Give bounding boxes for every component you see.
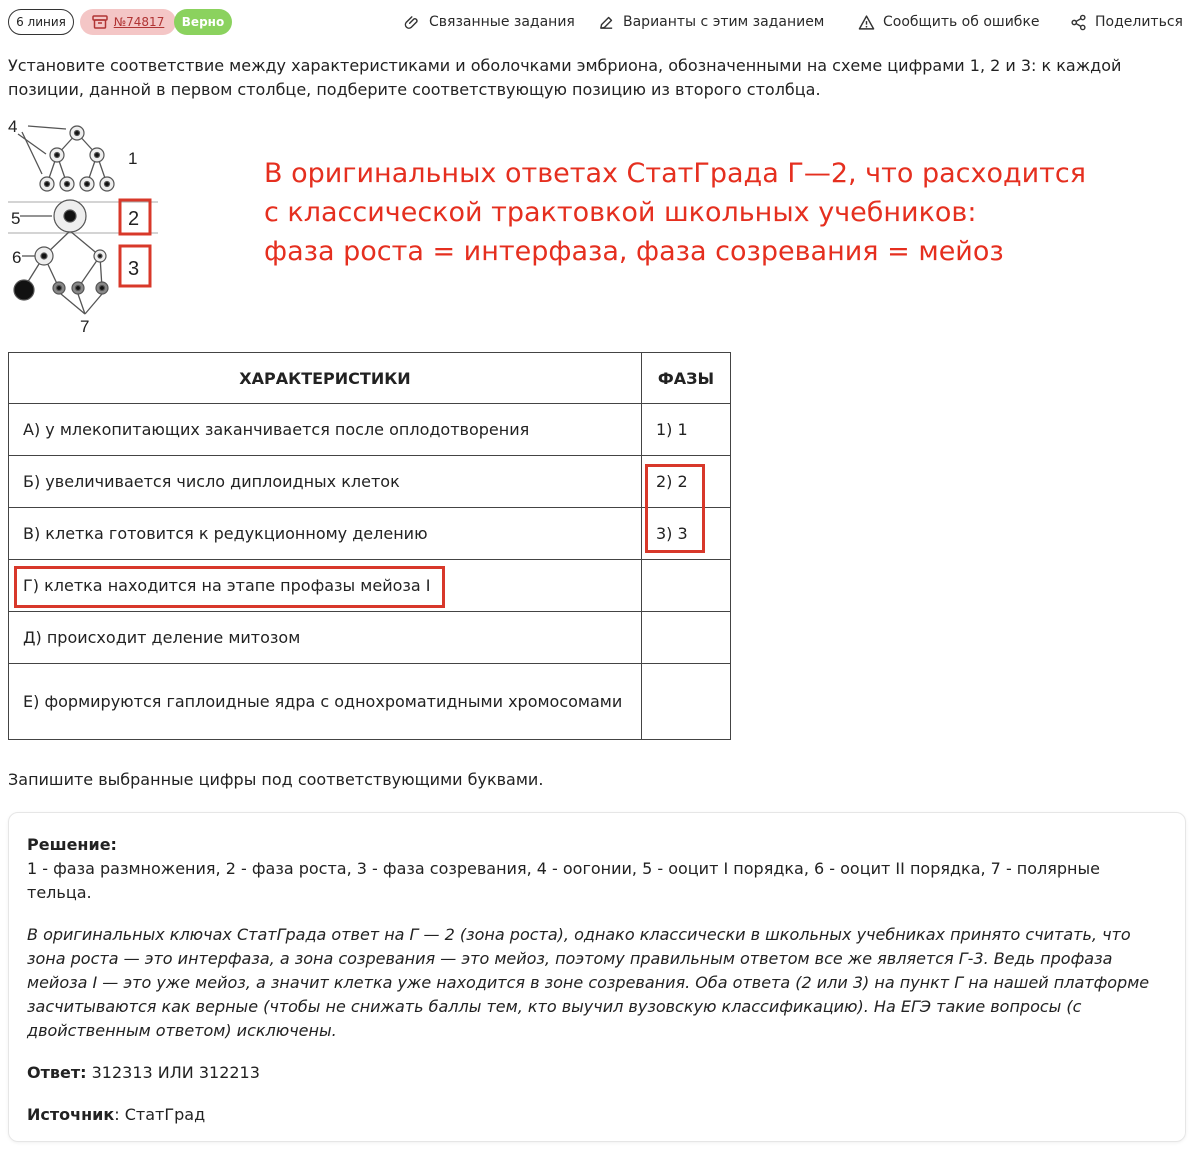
oogenesis-diagram	[8, 116, 158, 336]
solution-text: 1 - фаза размножения, 2 - фаза роста, 3 - фаза созревания, 4 - оогонии, 5 - ооцит I порядка, 6 - ооцит II порядка, 7 - полярные тельца.	[27, 859, 1100, 902]
characteristic-cell: А) у млекопитающих заканчивается после оплодотворения	[9, 404, 642, 456]
warning-icon	[858, 14, 875, 31]
task-number-badge[interactable]: №74817	[80, 9, 176, 35]
answer-value: 312313 ИЛИ 312213	[86, 1063, 260, 1082]
source-value: : СтатГрад	[114, 1105, 206, 1124]
line-badge[interactable]: 6 линия	[8, 9, 74, 35]
phase-cell	[642, 560, 731, 612]
phase-cell: 1) 1	[642, 404, 731, 456]
status-badge: Верно	[174, 9, 232, 35]
annotation-line: с классической трактовкой школьных учебников:	[264, 197, 977, 228]
phase-cell: 2) 2	[642, 456, 731, 508]
related-tasks-link[interactable]: Связанные задания	[404, 11, 575, 33]
characteristic-cell: Г) клетка находится на этапе профазы мейоза I	[9, 560, 642, 612]
variants-link[interactable]: Варианты с этим заданием	[598, 11, 824, 33]
red-annotation	[264, 154, 1164, 271]
answer-prompt: Запишите выбранные цифры под соответствующими буквами.	[8, 770, 544, 789]
annotation-line: В оригинальных ответах СтатГрада Г—2, что расходится	[264, 158, 1086, 189]
answer-label: Ответ:	[27, 1063, 87, 1082]
diagram-label-4: 4	[8, 117, 18, 136]
archive-icon	[92, 15, 108, 29]
phase-cell	[642, 664, 731, 740]
answer-line	[27, 1061, 1167, 1085]
phase-cell	[642, 612, 731, 664]
question-text: Установите соответствие между характеристиками и оболочками эмбриона, обозначенными на схеме цифрами 1, 2 и 3: к каждой позиции, данной в первом столбце, подберите соответствующую позицию из второго столбца.	[8, 56, 1122, 99]
paperclip-icon	[404, 14, 421, 31]
table-row	[9, 508, 731, 560]
characteristic-cell: В) клетка готовится к редукционному делению	[9, 508, 642, 560]
pencil-icon	[598, 14, 615, 31]
highlight-box-phases	[645, 464, 705, 553]
characteristic-cell: Е) формируются гаплоидные ядра с однохроматидными хромосомами	[9, 664, 642, 740]
share-link[interactable]: Поделиться	[1070, 11, 1183, 33]
characteristic-cell: Б) увеличивается число диплоидных клеток	[9, 456, 642, 508]
solution-title: Решение:	[27, 835, 117, 854]
diagram-label-2: 2	[128, 208, 140, 230]
share-icon	[1070, 14, 1087, 31]
table-row	[9, 612, 731, 664]
source-line	[27, 1103, 1167, 1127]
header-phases: ФАЗЫ	[642, 353, 731, 404]
solution-box	[8, 812, 1186, 1142]
top-bar	[8, 8, 1192, 36]
table-header-row	[9, 353, 731, 404]
phase-cell: 3) 3	[642, 508, 731, 560]
source-label: Источник	[27, 1105, 115, 1124]
diagram-label-7: 7	[80, 317, 90, 336]
report-error-link[interactable]: Сообщить об ошибке	[858, 11, 1040, 33]
characteristic-cell: Д) происходит деление митозом	[9, 612, 642, 664]
annotation-line: фаза роста = интерфаза, фаза созревания = мейоз	[264, 236, 1004, 267]
diagram-label-1: 1	[128, 149, 138, 168]
header-characteristics: ХАРАКТЕРИСТИКИ	[9, 353, 642, 404]
solution-note: В оригинальных ключах СтатГрада ответ на Г — 2 (зона роста), однако классически в школьных учебниках принято считать, что зона роста — это интерфаза, а зона созревания — это мейоз, поэтому правильным ответом все же является Г-3. Ведь профаза мейоза I — это уже мейоз, а значит клетка уже находится в зоне созревания. Оба ответа (2 или 3) на пункт Г на нашей платформе засчитываются как верные (чтобы не снижать баллы тем, кто выучил вузовскую классификацию). На ЕГЭ такие вопросы (с двойственным ответом) исключены.	[27, 925, 1150, 1040]
table-row	[9, 664, 731, 740]
diagram-label-5: 5	[11, 209, 21, 228]
highlight-box-row-g	[14, 566, 445, 608]
table-row	[9, 404, 731, 456]
matching-table	[8, 352, 731, 740]
table-row	[9, 456, 731, 508]
diagram-label-3: 3	[128, 258, 140, 280]
diagram-label-6: 6	[12, 248, 22, 267]
